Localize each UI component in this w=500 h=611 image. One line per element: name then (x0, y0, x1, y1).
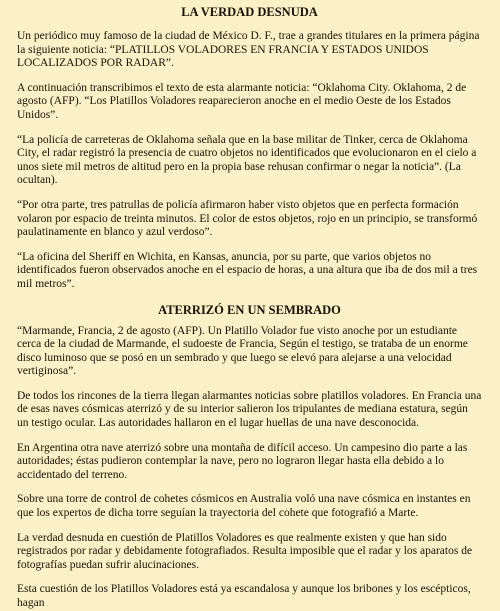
article-paragraph: “La policía de carreteras de Oklahoma señala que en la base militar de Tinker, cerca de Oklahoma City, el radar registró la presencia de cuatro objetos no identificados que evolucionaron en el cielo a unos siete mil metros de altitud pero en la propia base rehusan confirmar o negar la noticia”. (La ocultan). (17, 133, 477, 187)
article-paragraph: De todos los rincones de la tierra llegan alarmantes noticias sobre platillos voladores. En Francia una de esas naves cósmicas aterrizó y de su interior salieron los tripulantes de mediana estatura, según un testigo ocular. Las autoridades hallaron en el lugar huellas de una nave desconocida. (17, 389, 482, 430)
article-paragraph: Esta cuestión de los Platillos Voladores está ya escandalosa y aunque los bribones y los escépticos, hagan (17, 583, 471, 609)
article-paragraph: En Argentina otra nave aterrizó sobre una montaña de difícil acceso. Un campesino dio parte a las autoridades; éstas pudieron contemplar la nave, pero no lograron llegar hasta ella debido a lo accidentado del terreno. (17, 441, 468, 481)
article-paragraph: Un periódico muy famoso de la ciudad de México D. F., trae a grandes titulares en la primera página la siguiente noticia: “PLATILLOS VOLADORES EN FRANCIA Y ESTADOS UNIDOS LOCALIZADOS POR RADAR”. (17, 30, 480, 70)
article-paragraph: “Marmande, Francia, 2 de agosto (AFP). Un Platillo Volador fue visto anoche por un estudiante cerca de la ciudad de Marmande, el sudoeste de Francia, Según el testigo, se trataba de un enorme disco luminoso que se posó en un sembrado y que luego se elevó para alejarse a una velocidad vertiginosa”. (17, 324, 468, 378)
article-paragraph: La verdad desnuda en cuestión de Platillos Voladores es que realmente existen y que han sido registrados por radar y debidamente fotografiados. Resulta imposible que el radar y los aparatos de fotografías puedan sufrir alucinaciones. (17, 531, 473, 571)
article-subtitle: ATERRIZÓ EN UN SEMBRADO (158, 302, 341, 317)
article-paragraph: Sobre una torre de control de cohetes cósmicos en Australia voló una nave cósmica en instantes en que los expertos de dicha torre seguían la trayectoria del cohete que fotografió a Marte. (17, 493, 471, 520)
article-paragraph: A continuación transcribimos el texto de esta alarmante noticia: “Oklahoma City. Oklahoma, 2 de agosto (AFP). “Los Platillos Voladores reaparecieron anoche en el medio Oeste de los Estados Unidos”. (17, 81, 467, 121)
article-paragraph: “Por otra parte, tres patrullas de policía afirmaron haber visto objetos que en perfecta formación volaron por espacio de treinta minutos. El color de estos objetos, rojo en un principio, se transformó paulatinamente en blanco y azul verdoso”. (17, 198, 478, 239)
article-paragraph: “La oficina del Sheriff en Wichita, en Kansas, anuncia, por su parte, que varios objetos no identificados fueron observados anoche en el espacio de horas, a una altura que iba de dos mil a tres mil metros”. (17, 250, 478, 290)
article-page (0, 5, 500, 609)
article-title: LA VERDAD DESNUDA (181, 5, 318, 19)
